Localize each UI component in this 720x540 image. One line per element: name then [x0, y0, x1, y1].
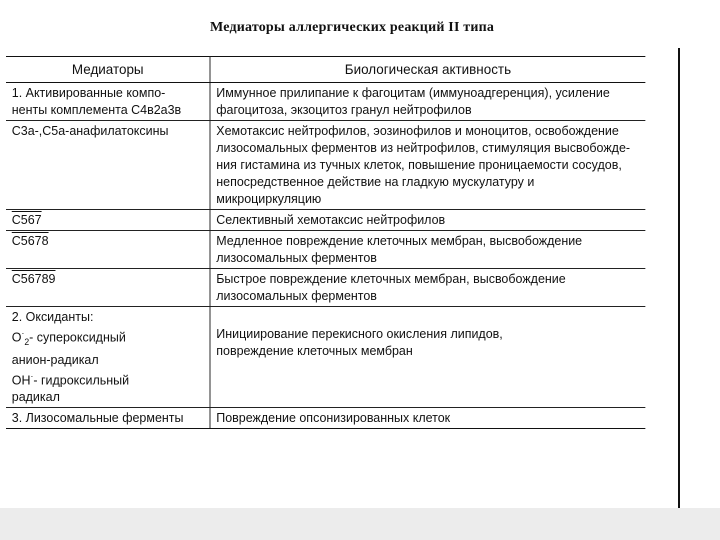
mediator-cell: С567 — [6, 210, 210, 231]
table-row — [6, 408, 645, 429]
mediators-table — [6, 56, 645, 429]
activity-cell: Повреждение опсонизированных клеток — [210, 408, 645, 429]
mediator-cell: 1. Активированные компо- ненты комплемента С4в2а3в — [6, 83, 210, 121]
activity-cell: Селективный хемотаксис нейтрофилов — [210, 210, 645, 231]
mediator-cell: С3а-,С5а-анафилатоксины — [6, 121, 210, 210]
activity-cell: Медленное повреждение клеточных мембран, высвобождение лизосомальных ферментов — [210, 231, 645, 269]
table-row — [6, 121, 645, 210]
mediator-cell: 2. Оксиданты: $O^\cdot_2-$ супероксидный анион-радикал OH·- гидроксильный радикал — [6, 307, 210, 408]
table-row — [6, 231, 645, 269]
header-activity: Биологическая активность — [210, 57, 645, 83]
mediator-cell: С56789 — [6, 269, 210, 307]
slide-bottom-band — [0, 508, 720, 540]
mediator-cell: 3. Лизосомальные ферменты — [6, 408, 210, 429]
hydroxyl-line: OH·- гидроксильный — [11, 370, 130, 388]
scan-edge-line — [678, 48, 680, 508]
table-header-row — [6, 57, 645, 83]
activity-cell: Быстрое повреждение клеточных мембран, высвобождение лизосомальных ферментов — [210, 269, 645, 307]
activity-cell: Иммунное прилипание к фагоцитам (иммуноадгеренция), усиление фагоцитоза, экзоцитоз гранул нейтрофилов — [210, 83, 645, 121]
table-row — [6, 83, 645, 121]
page-title: Медиаторы аллергических реакций II типа — [210, 20, 495, 35]
superoxide-line: $O^\cdot_2-$ супероксидный — [11, 328, 126, 347]
mediator-cell: С5678 — [6, 231, 210, 269]
header-mediators: Медиаторы — [6, 57, 210, 83]
activity-cell: Инициирование перекисного окисления липидов, повреждение клеточных мембран — [210, 307, 645, 408]
table-row — [6, 269, 645, 307]
table-row — [6, 210, 645, 231]
table-row — [6, 307, 645, 408]
activity-cell: Хемотаксис нейтрофилов, эозинофилов и моноцитов, освобождение лизосомальных ферментов из нейтрофилов, стимуляция высвобожде- ния гистамина из тучных клеток, повышение проницаемости сосудов, непосредственное действие на гладкую мускулатуру и микроциркуляцию — [210, 121, 645, 210]
